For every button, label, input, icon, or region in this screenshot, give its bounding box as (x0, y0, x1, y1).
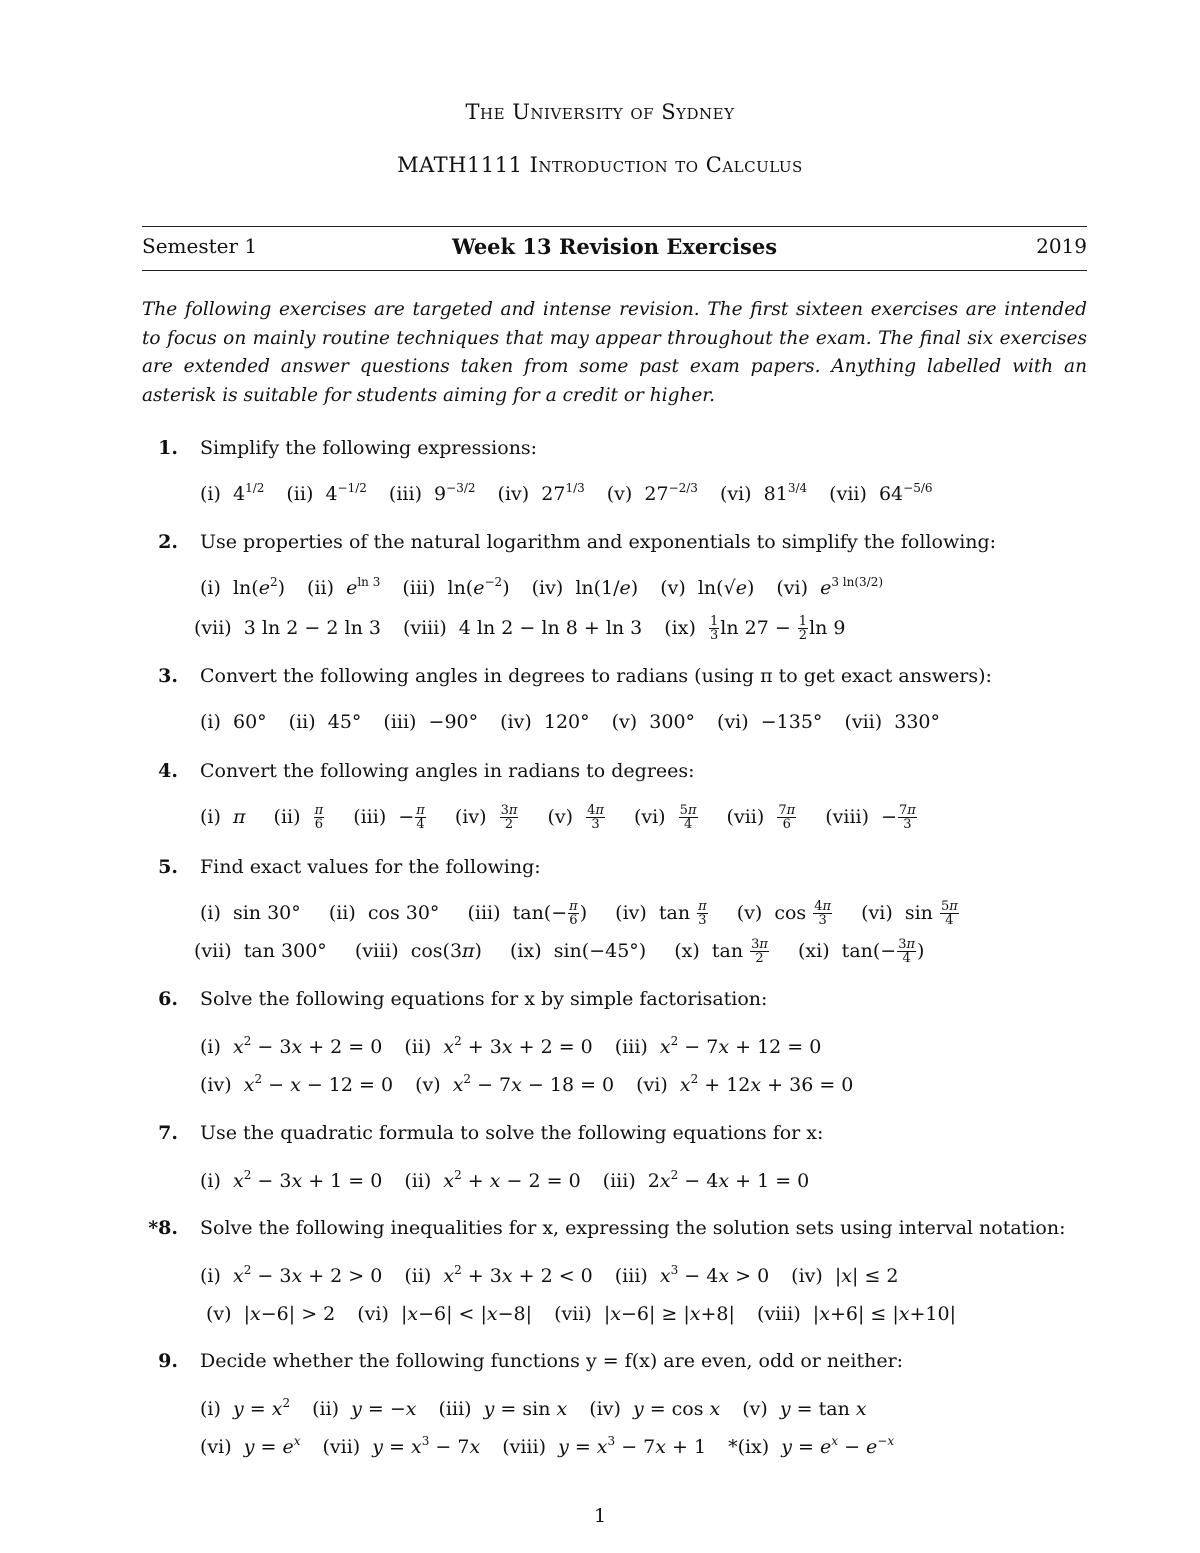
question-text: Convert the following angles in radians to degrees: (200, 760, 695, 782)
question-number: 2. (158, 531, 178, 553)
question-text: Find exact values for the following: (200, 856, 541, 878)
page-number: 1 (593, 1505, 607, 1527)
course-title: MATH1111 Introduction to Calculus (397, 153, 803, 177)
question-number: 6. (158, 988, 178, 1010)
question-text: Use properties of the natural logarithm and exponentials to simplify the following: (200, 531, 997, 553)
question-number: *8. (148, 1217, 178, 1239)
question-items: (i) $x^2 - 3x + 2 = 0$ (ii) $x^2 + 3x + 2 = 0$ (iii) $x^2 - 7x + 12 = 0$ (200, 1034, 822, 1058)
question-items: (i) $4^{1/2}$ (ii) $4^{-1/2}$ (iii) $9^{-3/2}$ (iv) $27^{1/3}$ (v) $27^{-2/3}$ (vi) $81^{3/4}$ (vii) $64^{-5/6}$ (200, 481, 933, 505)
semester-label: Semester 1 (142, 234, 258, 258)
question-number: 1. (158, 437, 178, 459)
question-items-2: (v) |x−6| > 2 (vi) |x−6| < |x−8| (vii) |x−6| ≥ |x+8| (viii) |x+6| ≤ |x+10| (206, 1303, 956, 1325)
question-items-2: (iv) $x^2 - x - 12 = 0$ (v) $x^2 - 7x - 18 = 0$ (vi) $x^2 + 12x + 36 = 0$ (200, 1072, 854, 1096)
question-number: 5. (158, 856, 178, 878)
question-items: (i) $\ln(e^2)$ (ii) $e^{ln 3}$ (iii) $\ln(e^{-2})$ (iv) ln(1/e) (v) ln(√e) (vi) $e^{3 ln(3/2)}$ (200, 575, 884, 599)
question-number: 7. (158, 1122, 178, 1144)
question-items-2: (vi) $y = e^x$ (vii) $y = x^3 - 7x$ (viii) $y = x^3 - 7x + 1$ *(ix) $y = e^x - e^{-x}$ (200, 1434, 895, 1458)
sheet-title: Week 13 Revision Exercises (451, 234, 778, 259)
year-label: 2019 (1036, 234, 1087, 258)
question-text: Solve the following inequalities for x, expressing the solution sets using interval notation: (200, 1217, 1066, 1239)
question-items: (i) $x^2 - 3x + 2 > 0$ (ii) $x^2 + 3x + 2 < 0$ (iii) $x^3 - 4x > 0$ (iv) |x| ≤ 2 (200, 1263, 899, 1287)
bottom-rule (142, 270, 1087, 271)
question-text: Use the quadratic formula to solve the following equations for x: (200, 1122, 824, 1144)
question-items: (i) $y = x^2$ (ii) y = −x (iii) y = sin x (iv) y = cos x (v) y = tan x (200, 1396, 867, 1420)
university-title: The University of Sydney (465, 100, 735, 124)
question-items: (i) $x^2 - 3x + 1 = 0$ (ii) $x^2 + x - 2 = 0$ (iii) $2x^2 - 4x + 1 = 0$ (200, 1168, 810, 1192)
question-number: 4. (158, 760, 178, 782)
question-items: (i) 60° (ii) 45° (iii) −90° (iv) 120° (v) 300° (vi) −135° (vii) 330° (200, 711, 940, 733)
question-text: Solve the following equations for x by simple factorisation: (200, 988, 768, 1010)
question-text: Decide whether the following functions y = f(x) are even, odd or neither: (200, 1350, 904, 1372)
intro-paragraph: The following exercises are targeted and intense revision. The first sixteen exercises are intended to focus on mainly routine techniques that may appear throughout the exam. The final six exercises are extended answer questions taken from some past exam papers. Anything labelled with an asterisk is suitable for students aiming for a credit or higher. (142, 299, 1087, 406)
question-items: (i) sin 30° (ii) cos 30° (iii) tan(− $\frac{\pi}{6}$ ) (iv) tan $\frac{\pi}{3}$ (v) cos $\frac{4\pi}{3}$ (vi) sin $\frac{5\pi}{4}$ (200, 899, 958, 928)
question-number: 3. (158, 665, 178, 687)
question-items: (i) π (ii) $\frac{\pi}{6}$ (iii) − $\frac{\pi}{4}$ (iv) $\frac{3\pi}{2}$ (v) $\frac{4\pi}{3}$ (vi) $\frac{5\pi}{4}$ (vii) $\frac{7\pi}{6}$ (viii) − $\frac{7\pi}{3}$ (200, 803, 916, 832)
question-items-2: (vii) 3 ln 2 − 2 ln 3 (viii) 4 ln 2 − ln 8 + ln 3 (ix) $\frac{1}{3}$ ln 27 − $\frac{1}{2}$ ln 9 (194, 614, 846, 643)
question-text: Convert the following angles in degrees to radians (using π to get exact answers): (200, 665, 992, 687)
question-number: 9. (158, 1350, 178, 1372)
question-text: Simplify the following expressions: (200, 437, 538, 459)
top-rule (142, 226, 1087, 227)
question-items-2: (vii) tan 300° (viii) cos(3π) (ix) sin(−45°) (x) tan $\frac{3\pi}{2}$ (xi) tan(− $\frac{3\pi}{4}$ ) (194, 937, 925, 966)
